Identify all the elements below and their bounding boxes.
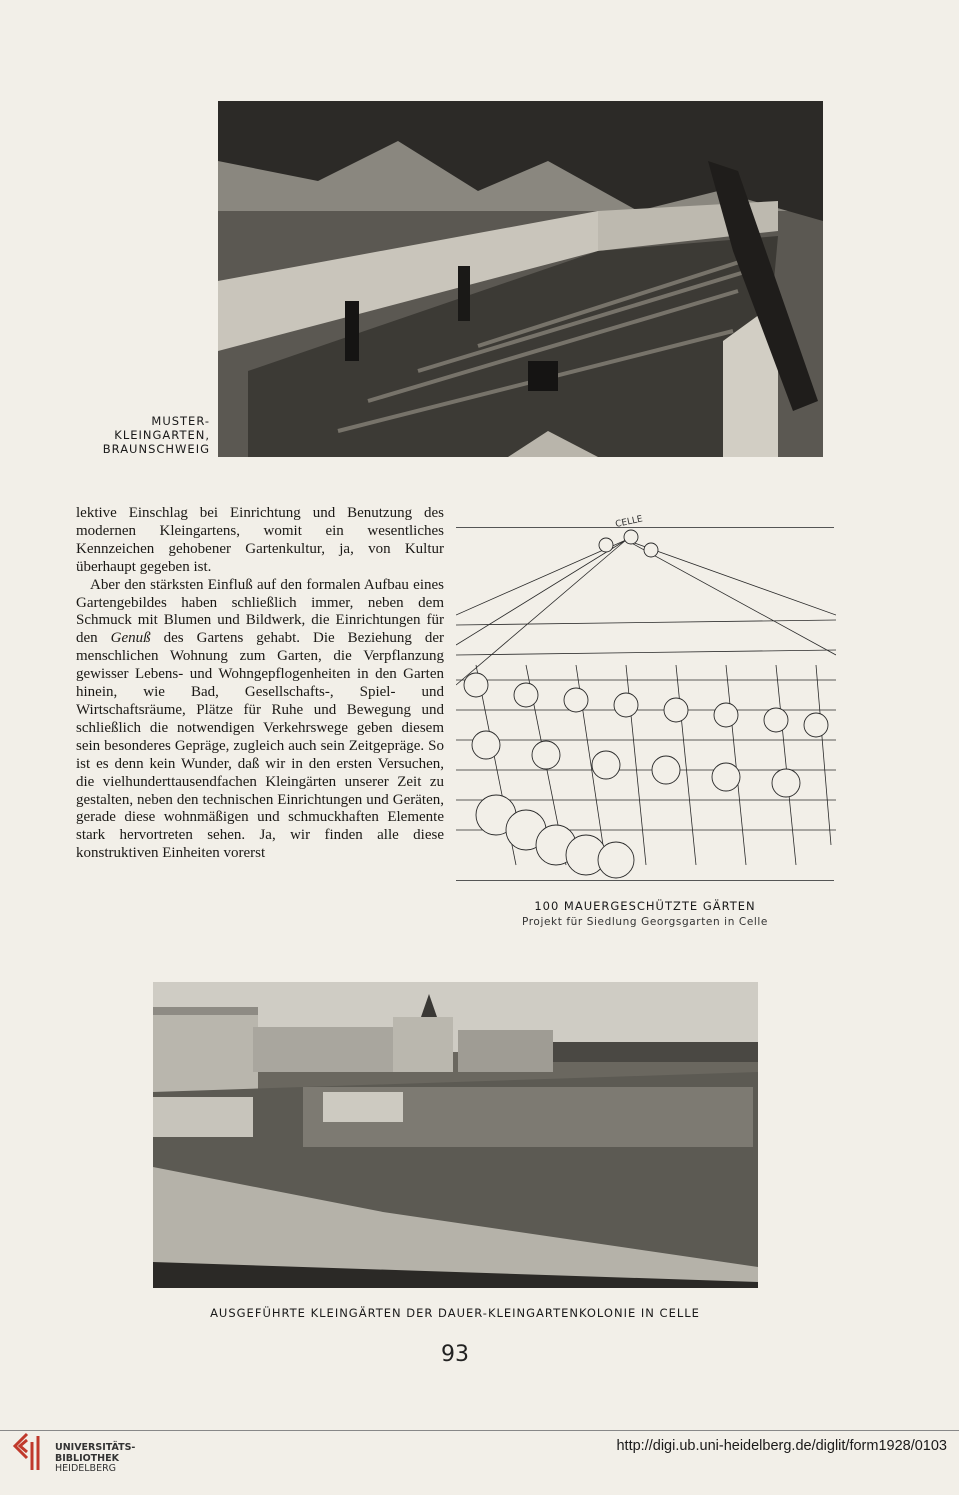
- drawing-caption-subtitle: Projekt für Siedlung Georgsgarten in Celle: [522, 916, 768, 928]
- photo1-caption: [60, 414, 210, 456]
- ub-heidelberg-logo: [12, 1432, 42, 1472]
- photo1-caption-line2: KLEINGARTEN,: [114, 428, 210, 442]
- drawing-label-celle: CELLE: [614, 515, 644, 530]
- logo-text-line1: UNIVERSITÄTS-: [55, 1442, 136, 1453]
- body-paragraph-2-part1: Aber den stärksten Einfluß auf den formalen Aufbau eines Gartengebildes haben schließlich immer, neben dem Schmuck mit Blumen und Bildwerk, die Einrichtungen für den: [76, 576, 444, 647]
- drawing-caption-title: 100 MAUERGESCHÜTZTE GÄRTEN: [534, 899, 756, 913]
- ub-heidelberg-logo-text: [55, 1443, 175, 1475]
- logo-text-line3: HEIDELBERG: [55, 1463, 117, 1474]
- page-number: 93: [441, 1342, 469, 1367]
- drawing-bottom-rule: [456, 880, 834, 881]
- body-paragraph-1: lektive Einschlag bei Einrichtung und Benutzung des modernen Kleingartens, womit ein wesentliches Kennzeichen gehobener Gartenkultur, ja, von Kultur überhaupt gegeben ist.: [76, 505, 444, 575]
- body-paragraph-2-emphasis: Genuß: [110, 630, 151, 647]
- body-paragraph-2-part2: des Gartens gehabt. Die Beziehung der menschlichen Wohnung zum Garten, die Verpflanzung gewisser Lebens- und Wohngepflogenheiten in den Garten hinein, wie Bad, Gesellschafts-, Spiel- und Wirtschaftsräume, Plätze für Ruhe und Bewegung und schließlich die notwendigen Verkehrswege geben diesem sein besonderes Gepräge, zugleich auch sein Zeitgepräge. So ist es denn kein Wunder, daß wir in den ersten Versuchen, die vielhunderttausendfachen Kleingärten unserer Zeit zu gestalten, neben den technischen Einrichtungen und Geräten, gerade diese wohnmäßigen und schmuckhaften Elemente stark hervortreten sehen. Ja, wir finden alle diese konstruktiven Einheiten vorerst: [76, 630, 444, 862]
- body-text-column: [76, 505, 444, 863]
- photo1-caption-line1: MUSTER-: [151, 414, 210, 428]
- drawing-georgsgarten: [456, 515, 836, 880]
- photo-celle-kleingartenkolonie: [153, 982, 758, 1288]
- footer-rule: [0, 1430, 959, 1431]
- body-paragraph-2: [76, 577, 444, 864]
- logo-text-line2: BIBLIOTHEK: [55, 1452, 119, 1464]
- photo1-caption-line3: BRAUNSCHWEIG: [102, 442, 210, 456]
- footer-url-link[interactable]: http://digi.ub.uni-heidelberg.de/diglit/form1928/0103: [616, 1438, 947, 1454]
- photo-muster-kleingarten: [218, 101, 823, 457]
- logo-mark-icon: [12, 1432, 42, 1472]
- photo2-caption: AUSGEFÜHRTE KLEINGÄRTEN DER DAUER-KLEINGARTENKOLONIE IN CELLE: [210, 1306, 700, 1320]
